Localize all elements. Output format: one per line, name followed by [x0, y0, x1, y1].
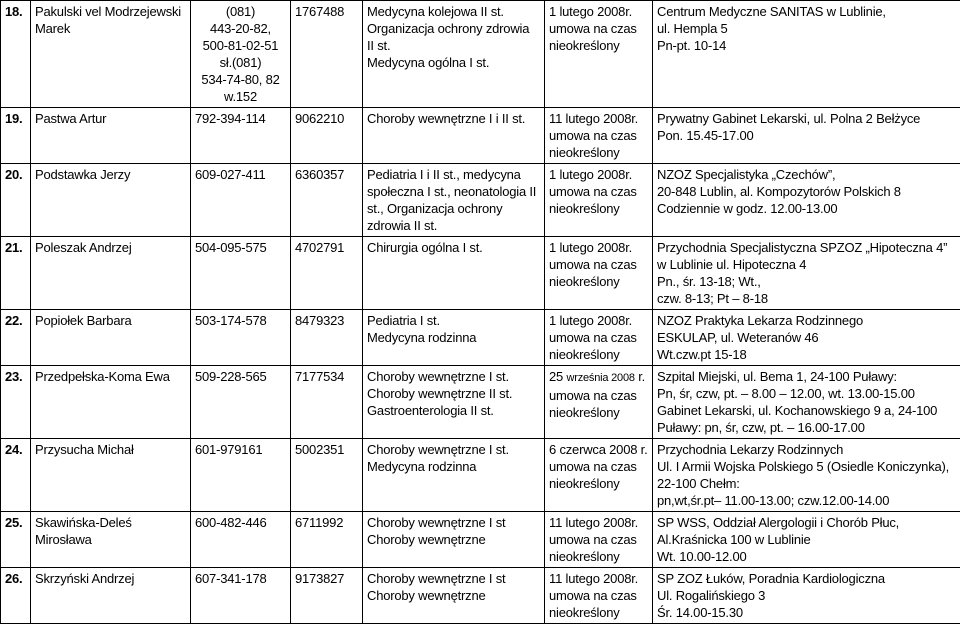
- phone-number: 504-095-575: [191, 237, 291, 310]
- contract-date: 1 lutego 2008r. umowa na czas nieokreślony: [545, 1, 653, 108]
- practice-place: NZOZ Praktyka Lekarza Rodzinnego ESKULAP, ul. Weteranów 46 Wt.czw.pt 15-18: [653, 310, 960, 366]
- contract-date: 6 czerwca 2008 r. umowa na czas nieokreślony: [545, 439, 653, 512]
- practice-place: Przychodnia Lekarzy Rodzinnych Ul. I Armii Wojska Polskiego 5 (Osiedle Koniczynka), 22-100 Chełm: pn,wt,śr.pt– 11.00-13.00; czw.12.00-14.00: [653, 439, 960, 512]
- doctor-name: Pastwa Artur: [31, 108, 191, 164]
- table-row: [1, 512, 960, 568]
- specialization: Choroby wewnętrzne I i II st.: [363, 108, 545, 164]
- row-number: 20.: [1, 164, 31, 237]
- phone-number: 601-979161: [191, 439, 291, 512]
- phone-number: 503-174-578: [191, 310, 291, 366]
- practice-place: SP ZOZ Łuków, Poradnia Kardiologiczna Ul. Rogalińskiego 3 Śr. 14.00-15.30: [653, 568, 960, 624]
- table-row: [1, 366, 960, 439]
- table-row: [1, 237, 960, 310]
- doctor-name: Pakulski vel Modrzejewski Marek: [31, 1, 191, 108]
- doctor-name: Popiołek Barbara: [31, 310, 191, 366]
- phone-number: 600-482-446: [191, 512, 291, 568]
- specialization: Choroby wewnętrzne I st Choroby wewnętrzne: [363, 512, 545, 568]
- table-row: [1, 164, 960, 237]
- doctor-name: Przedpełska-Koma Ewa: [31, 366, 191, 439]
- doctor-name: Przysucha Michał: [31, 439, 191, 512]
- practice-place: Centrum Medyczne SANITAS w Lublinie, ul. Hempla 5 Pn-pt. 10-14: [653, 1, 960, 108]
- license-number: 4702791: [291, 237, 363, 310]
- phone-number: (081) 443-20-82, 500-81-02-51 sł.(081) 534-74-80, 82 w.152: [191, 1, 291, 108]
- practice-place: Prywatny Gabinet Lekarski, ul. Polna 2 Bełżyce Pon. 15.45-17.00: [653, 108, 960, 164]
- table-row: [1, 310, 960, 366]
- practice-place: Szpital Miejski, ul. Bema 1, 24-100 Puławy: Pn, śr, czw, pt. – 8.00 – 12.00, wt. 13.00-15.00 Gabinet Lekarski, ul. Kochanowskiego 9 a, 24-100 Puławy: pn, śr, czw, pt. – 16.00-17.00: [653, 366, 960, 439]
- license-number: 9173827: [291, 568, 363, 624]
- row-number: 18.: [1, 1, 31, 108]
- doctor-name: Skrzyński Andrzej: [31, 568, 191, 624]
- license-number: 8479323: [291, 310, 363, 366]
- contract-date: 11 lutego 2008r. umowa na czas nieokreślony: [545, 568, 653, 624]
- contract-date: 1 lutego 2008r. umowa na czas nieokreślony: [545, 164, 653, 237]
- contract-date: 11 lutego 2008r. umowa na czas nieokreślony: [545, 108, 653, 164]
- practice-place: SP WSS, Oddział Alergologii i Chorób Płuc, Al.Kraśnicka 100 w Lublinie Wt. 10.00-12.00: [653, 512, 960, 568]
- row-number: 26.: [1, 568, 31, 624]
- license-number: 6360357: [291, 164, 363, 237]
- table-row: [1, 1, 960, 108]
- license-number: 7177534: [291, 366, 363, 439]
- phone-number: 609-027-411: [191, 164, 291, 237]
- specialization: Pediatria I st. Medycyna rodzinna: [363, 310, 545, 366]
- specialization: Choroby wewnętrzne I st. Choroby wewnętrzne II st. Gastroenterologia II st.: [363, 366, 545, 439]
- specialization: Choroby wewnętrzne I st Choroby wewnętrzne: [363, 568, 545, 624]
- phone-number: 607-341-178: [191, 568, 291, 624]
- specialization: Chirurgia ogólna I st.: [363, 237, 545, 310]
- table-row: [1, 439, 960, 512]
- license-number: 6711992: [291, 512, 363, 568]
- specialization: Medycyna kolejowa II st. Organizacja ochrony zdrowia II st. Medycyna ogólna I st.: [363, 1, 545, 108]
- phone-number: 509-228-565: [191, 366, 291, 439]
- row-number: 23.: [1, 366, 31, 439]
- contract-date: 25 września 2008 r. umowa na czas nieokreślony: [545, 366, 653, 439]
- doctor-name: Poleszak Andrzej: [31, 237, 191, 310]
- doctor-name: Skawińska-Deleś Mirosława: [31, 512, 191, 568]
- license-number: 9062210: [291, 108, 363, 164]
- table-row: [1, 568, 960, 624]
- doctor-name: Podstawka Jerzy: [31, 164, 191, 237]
- row-number: 19.: [1, 108, 31, 164]
- row-number: 24.: [1, 439, 31, 512]
- license-number: 5002351: [291, 439, 363, 512]
- row-number: 22.: [1, 310, 31, 366]
- phone-number: 792-394-114: [191, 108, 291, 164]
- license-number: 1767488: [291, 1, 363, 108]
- row-number: 21.: [1, 237, 31, 310]
- contract-date: 1 lutego 2008r. umowa na czas nieokreślony: [545, 237, 653, 310]
- specialization: Pediatria I i II st., medycyna społeczna I st., neonatologia II st., Organizacja ochrony zdrowia II st.: [363, 164, 545, 237]
- specialization: Choroby wewnętrzne I st. Medycyna rodzinna: [363, 439, 545, 512]
- row-number: 25.: [1, 512, 31, 568]
- contract-date: 11 lutego 2008r. umowa na czas nieokreślony: [545, 512, 653, 568]
- table-row: [1, 108, 960, 164]
- practice-place: Przychodnia Specjalistyczna SPZOZ „Hipoteczna 4” w Lublinie ul. Hipoteczna 4 Pn., śr. 13-18; Wt., czw. 8-13; Pt – 8-18: [653, 237, 960, 310]
- practice-place: NZOZ Specjalistyka „Czechów”, 20-848 Lublin, al. Kompozytorów Polskich 8 Codziennie w godz. 12.00-13.00: [653, 164, 960, 237]
- contract-date: 1 lutego 2008r. umowa na czas nieokreślony: [545, 310, 653, 366]
